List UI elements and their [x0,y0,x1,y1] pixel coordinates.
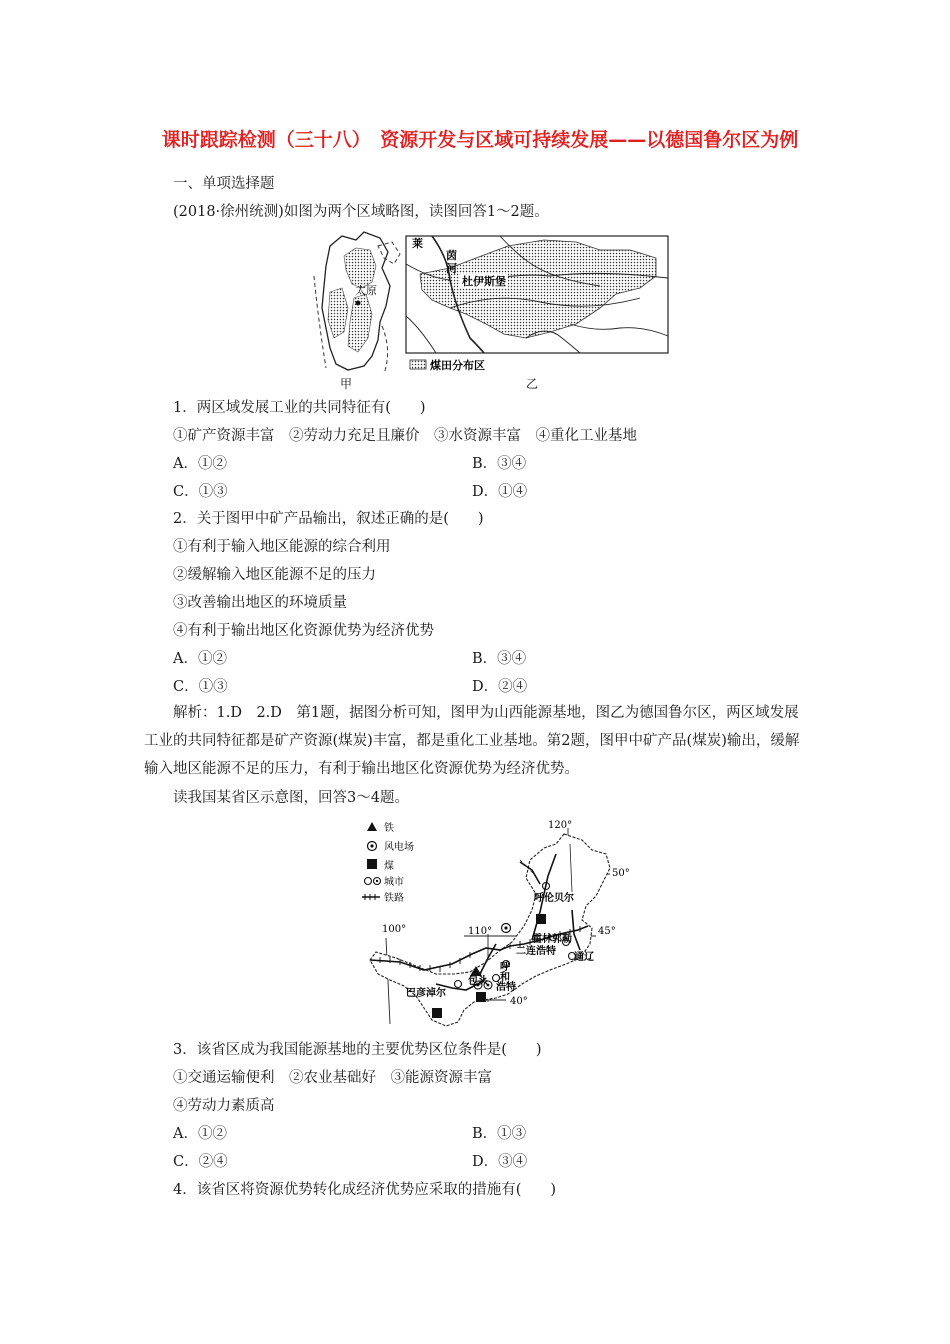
q2-option-d: D．②④ [472,679,528,695]
q2-item-1: ①有利于输入地区能源的综合利用 [173,539,391,555]
lon-110-label: 110° [468,926,493,937]
river-label-3: 河 [446,262,457,275]
q2-option-a: A．①② [173,651,227,667]
q1-option-c: C．①③ [173,484,228,500]
q3-option-b: B．①③ [472,1126,527,1142]
q3-option-a: A．①② [173,1126,227,1142]
city-duisburg: 杜伊斯堡 [462,275,506,288]
city-hohhot-2: 和 [500,972,510,983]
city-xilin: 霍林郭勒 [532,934,572,945]
q4-stem: 4．该省区将资源优势转化成经济优势应采取的措施有( ) [173,1182,557,1198]
caption-jia: 甲 [340,377,353,391]
city-erlian: 二连浩特 [516,946,556,957]
coal-icon [367,859,377,869]
q1-items: ①矿产资源丰富 ②劳动力充足且廉价 ③水资源丰富 ④重化工业基地 [173,428,637,444]
city-hulunbuir: 呼伦贝尔 [534,893,574,904]
map-yi [406,236,668,372]
analysis-paragraph: 解析：1.D 2.D 第1题，据图分析可知，图甲为山西能源基地，图乙为德国鲁尔区，两区域发展工业的共同特征都是矿产资源(煤炭)丰富，都是重化工业基地。第2题，图甲中矿产品(煤炭)输出，缓解输入地区能源不足的压力，有利于输出地区化资源优势为经济优势。 [144,705,800,777]
figure-two-region-maps [300,228,680,398]
q1-option-d: D．①④ [472,484,528,500]
q3-option-c: C．②④ [173,1154,228,1170]
city-icon [365,878,372,885]
q1-stem: 1．两区域发展工业的共同特征有( ) [173,400,426,416]
figure-province-map [360,814,630,1042]
lon-100-label: 100° [382,924,407,935]
map-legend [362,821,414,904]
section-heading: 一、单项选择题 [173,176,275,192]
map-jia [314,232,400,374]
intro-question-3-4: 读我国某省区示意图，回答3～4题。 [173,790,409,806]
q2-item-4: ④有利于输出地区化资源优势为经济优势 [173,623,434,639]
q1-option-b: B．③④ [472,456,527,472]
iron-icon [367,822,377,831]
q3-item-4: ④劳动力素质高 [173,1098,275,1114]
q2-item-2: ②缓解输入地区能源不足的压力 [173,567,376,583]
q2-option-b: B．③④ [472,651,527,667]
city-baotou: 包头 [468,976,488,987]
q3-stem: 3．该省区成为我国能源基地的主要优势区位条件是( ) [173,1042,542,1058]
coal-marker-2 [476,992,486,1002]
city-tongliao: 通辽 [574,952,594,963]
coal-legend-swatch [410,360,426,369]
svg-text:铁: 铁 [384,823,394,834]
svg-text:铁路: 铁路 [384,893,404,904]
lat-50-label: 50° [612,868,630,879]
q3-option-d: D．③④ [472,1154,528,1170]
svg-text:风电场: 风电场 [384,842,414,853]
q2-item-3: ③改善输出地区的环境质量 [173,595,347,611]
lon-120-label: 120° [548,820,573,831]
caption-yi: 乙 [526,377,539,391]
lat-45-label: 45° [598,926,616,937]
q2-stem: 2．关于图甲中矿产品输出，叙述正确的是( ) [173,511,484,527]
coal-marker-3 [432,1008,442,1018]
svg-text:城市: 城市 [384,877,404,888]
lat-40-label: 40° [510,996,528,1007]
q1-option-a: A．①② [173,456,227,472]
coal-marker-1 [536,914,546,924]
legend-coalfield: 煤田分布区 [430,359,485,372]
page-title: 课时跟踪检测（三十八） 资源开发与区域可持续发展——以德国鲁尔区为例 [161,129,799,151]
svg-text:煤: 煤 [384,861,394,872]
city-bayan: 巴彦淖尔 [406,988,446,999]
intro-question-1-2: (2018·徐州统测)如图为两个区域略图，读图回答1～2题。 [173,204,549,220]
river-label-1: 莱 [412,237,423,250]
q3-items: ①交通运输便利 ②农业基础好 ③能源资源丰富 [173,1070,492,1086]
city-hohhot-3: 浩特 [496,982,516,993]
q2-option-c: C．①③ [173,679,228,695]
city-taiyuan: 太原 [355,284,377,297]
river-label-2: 茵 [446,249,457,262]
city-hohhot-1: 呼 [500,962,510,973]
